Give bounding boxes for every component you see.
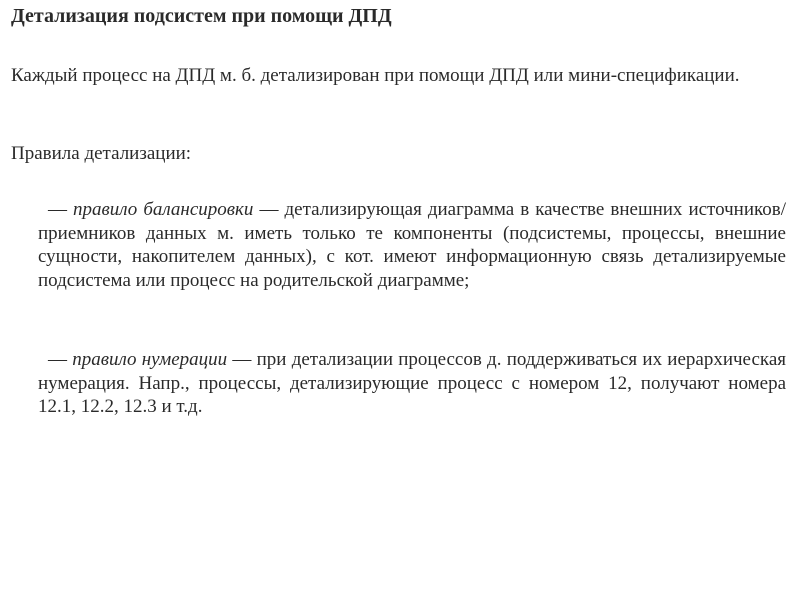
rule-numbering bbox=[38, 348, 786, 419]
rule-name: правило балансировки bbox=[73, 199, 254, 220]
rule-text: — детализирующая диаграмма в качестве внешних источников/приемников данных м. иметь только те компоненты (подсистемы, процессы, внешние сущности, накопителем данных), с кот. имеют информационную связь детализируемые подсистема или процесс на родительской диаграмме; bbox=[38, 199, 787, 291]
rule-dash: — bbox=[48, 199, 67, 220]
slide-title: Детализация подсистем при помощи ДПД bbox=[11, 5, 392, 27]
rule-balancing bbox=[38, 198, 786, 292]
rule-dash: — bbox=[48, 349, 67, 370]
rule-name: правило нумерации bbox=[72, 349, 228, 370]
rules-heading: Правила детализации: bbox=[11, 143, 192, 164]
rule-text: — при детализации процессов д. поддерживаться их иерархическая нумерация. Напр., процессы, детализирующие процесс с номером 12, получают номера 12.1, 12.2, 12.3 и т.д. bbox=[38, 349, 787, 417]
intro-paragraph: Каждый процесс на ДПД м. б. детализирован при помощи ДПД или мини-спецификации. bbox=[11, 65, 740, 86]
